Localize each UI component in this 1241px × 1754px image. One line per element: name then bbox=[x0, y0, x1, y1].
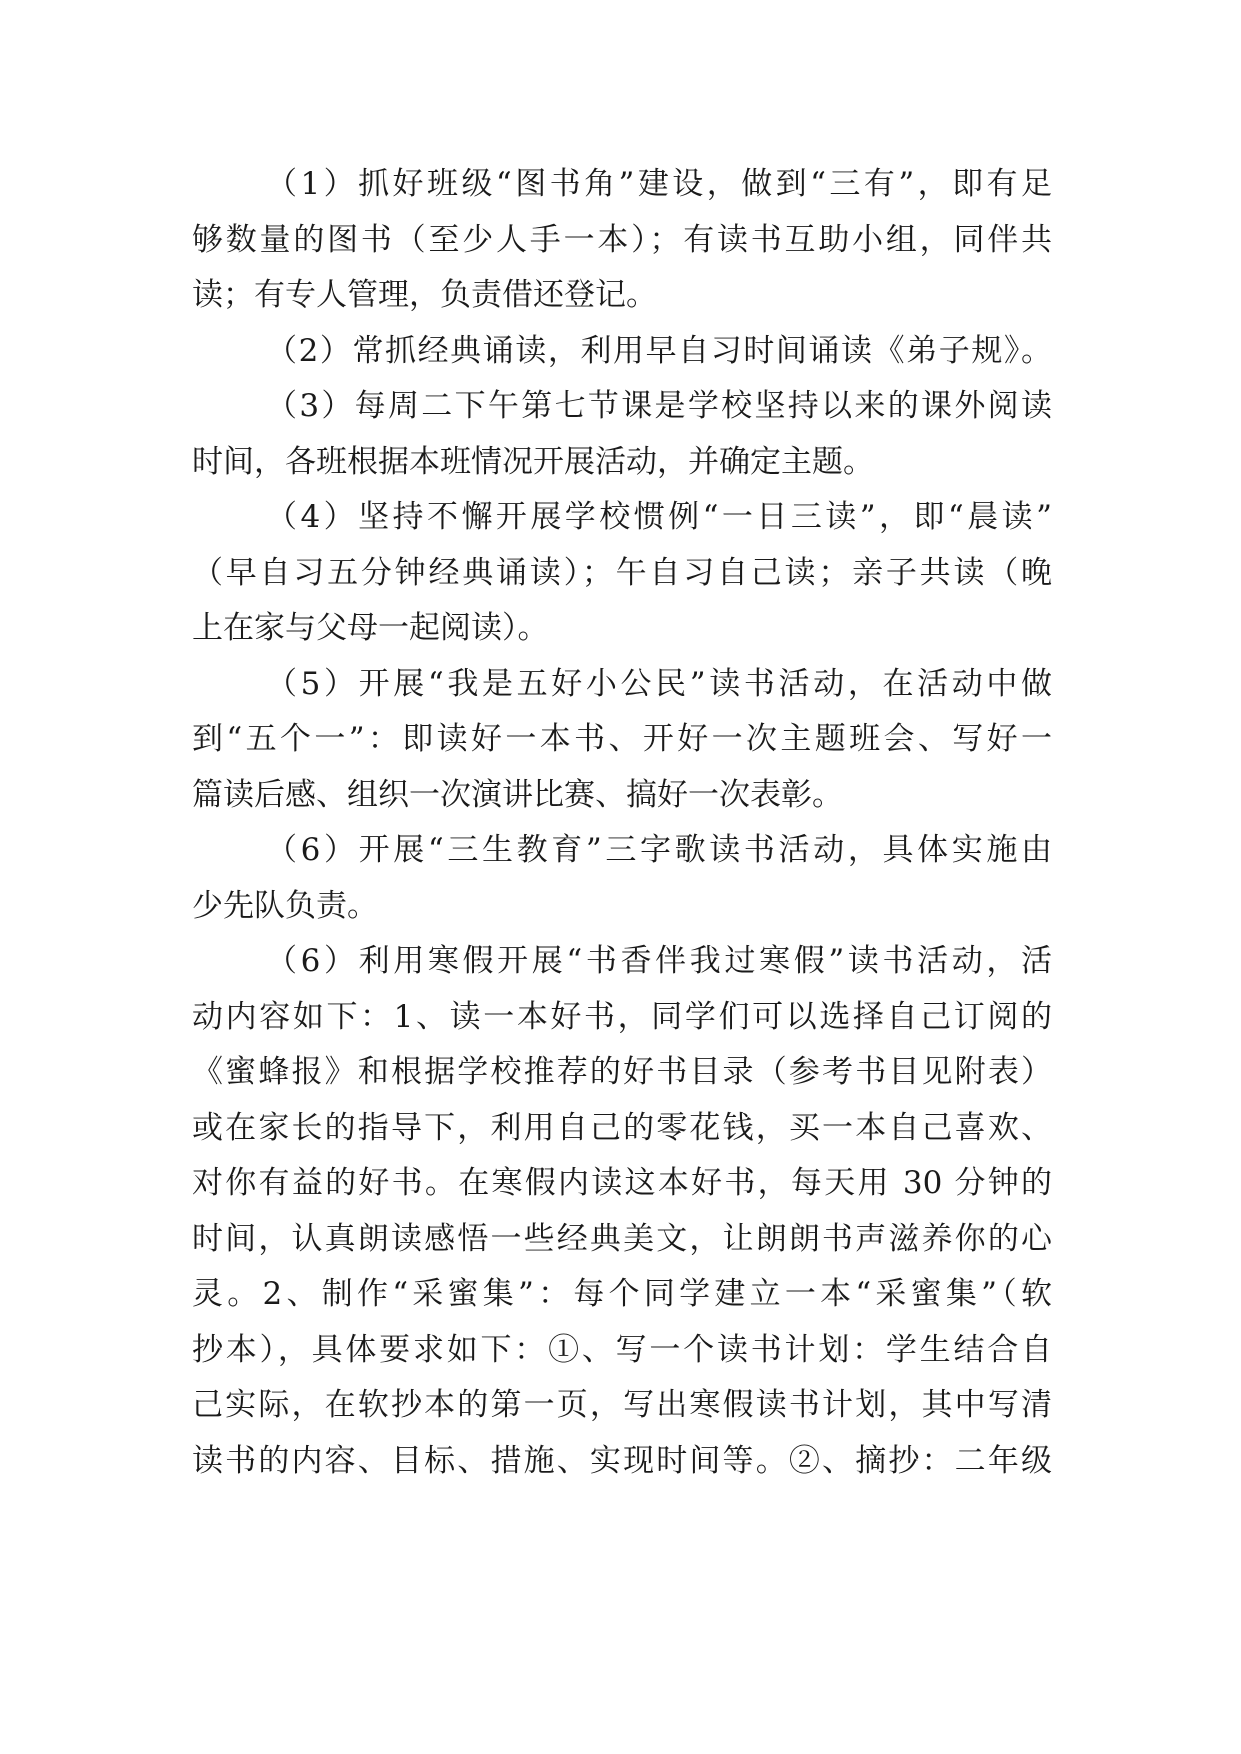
text-line: （1）抓好班级“图书角”建设，做到“三有”，即有足 bbox=[266, 166, 1052, 202]
text-line: 够数量的图书（至少人手一本）；有读书互助小组，同伴共 bbox=[192, 222, 1052, 258]
text-line: 少先队负责。 bbox=[192, 888, 378, 924]
text-line: （3）每周二下午第七节课是学校坚持以来的课外阅读 bbox=[266, 388, 1052, 424]
text-line: 时间，认真朗读感悟一些经典美文，让朗朗书声滋养你的心 bbox=[192, 1221, 1052, 1257]
text-line: 或在家长的指导下，利用自己的零花钱，买一本自己喜欢、 bbox=[192, 1110, 1052, 1146]
text-line: 灵。2、制作“采蜜集”：每个同学建立一本“采蜜集”（软 bbox=[192, 1276, 1052, 1312]
text-line: （2）常抓经典诵读，利用早自习时间诵读《弟子规》。 bbox=[266, 333, 1052, 369]
text-line: （6）开展“三生教育”三字歌读书活动，具体实施由 bbox=[266, 832, 1052, 868]
text-line: 己实际，在软抄本的第一页，写出寒假读书计划，其中写清 bbox=[192, 1387, 1052, 1423]
text-line: 对你有益的好书。在寒假内读这本好书，每天用 30 分钟的 bbox=[192, 1165, 1052, 1201]
text-line: 动内容如下：1、读一本好书，同学们可以选择自己订阅的 bbox=[192, 999, 1052, 1035]
text-line: 篇读后感、组织一次演讲比赛、搞好一次表彰。 bbox=[192, 777, 843, 813]
text-line: （5）开展“我是五好小公民”读书活动，在活动中做 bbox=[266, 666, 1052, 702]
text-line: 抄本），具体要求如下：①、写一个读书计划：学生结合自 bbox=[192, 1332, 1052, 1368]
text-line: 读书的内容、目标、措施、实现时间等。②、摘抄：二年级 bbox=[192, 1443, 1052, 1479]
text-line: 上在家与父母一起阅读）。 bbox=[192, 610, 549, 646]
text-line: 到“五个一”：即读好一本书、开好一次主题班会、写好一 bbox=[192, 721, 1052, 757]
text-line: （早自习五分钟经典诵读）；午自习自己读；亲子共读（晚 bbox=[192, 555, 1052, 591]
text-line: 读；有专人管理，负责借还登记。 bbox=[192, 277, 657, 313]
text-line: （4）坚持不懈开展学校惯例“一日三读”，即“晨读” bbox=[266, 499, 1052, 535]
text-line: 时间，各班根据本班情况开展活动，并确定主题。 bbox=[192, 444, 874, 480]
text-line: （6）利用寒假开展“书香伴我过寒假”读书活动，活 bbox=[266, 943, 1052, 979]
text-line: 《蜜蜂报》和根据学校推荐的好书目录（参考书目见附表） bbox=[192, 1054, 1052, 1090]
